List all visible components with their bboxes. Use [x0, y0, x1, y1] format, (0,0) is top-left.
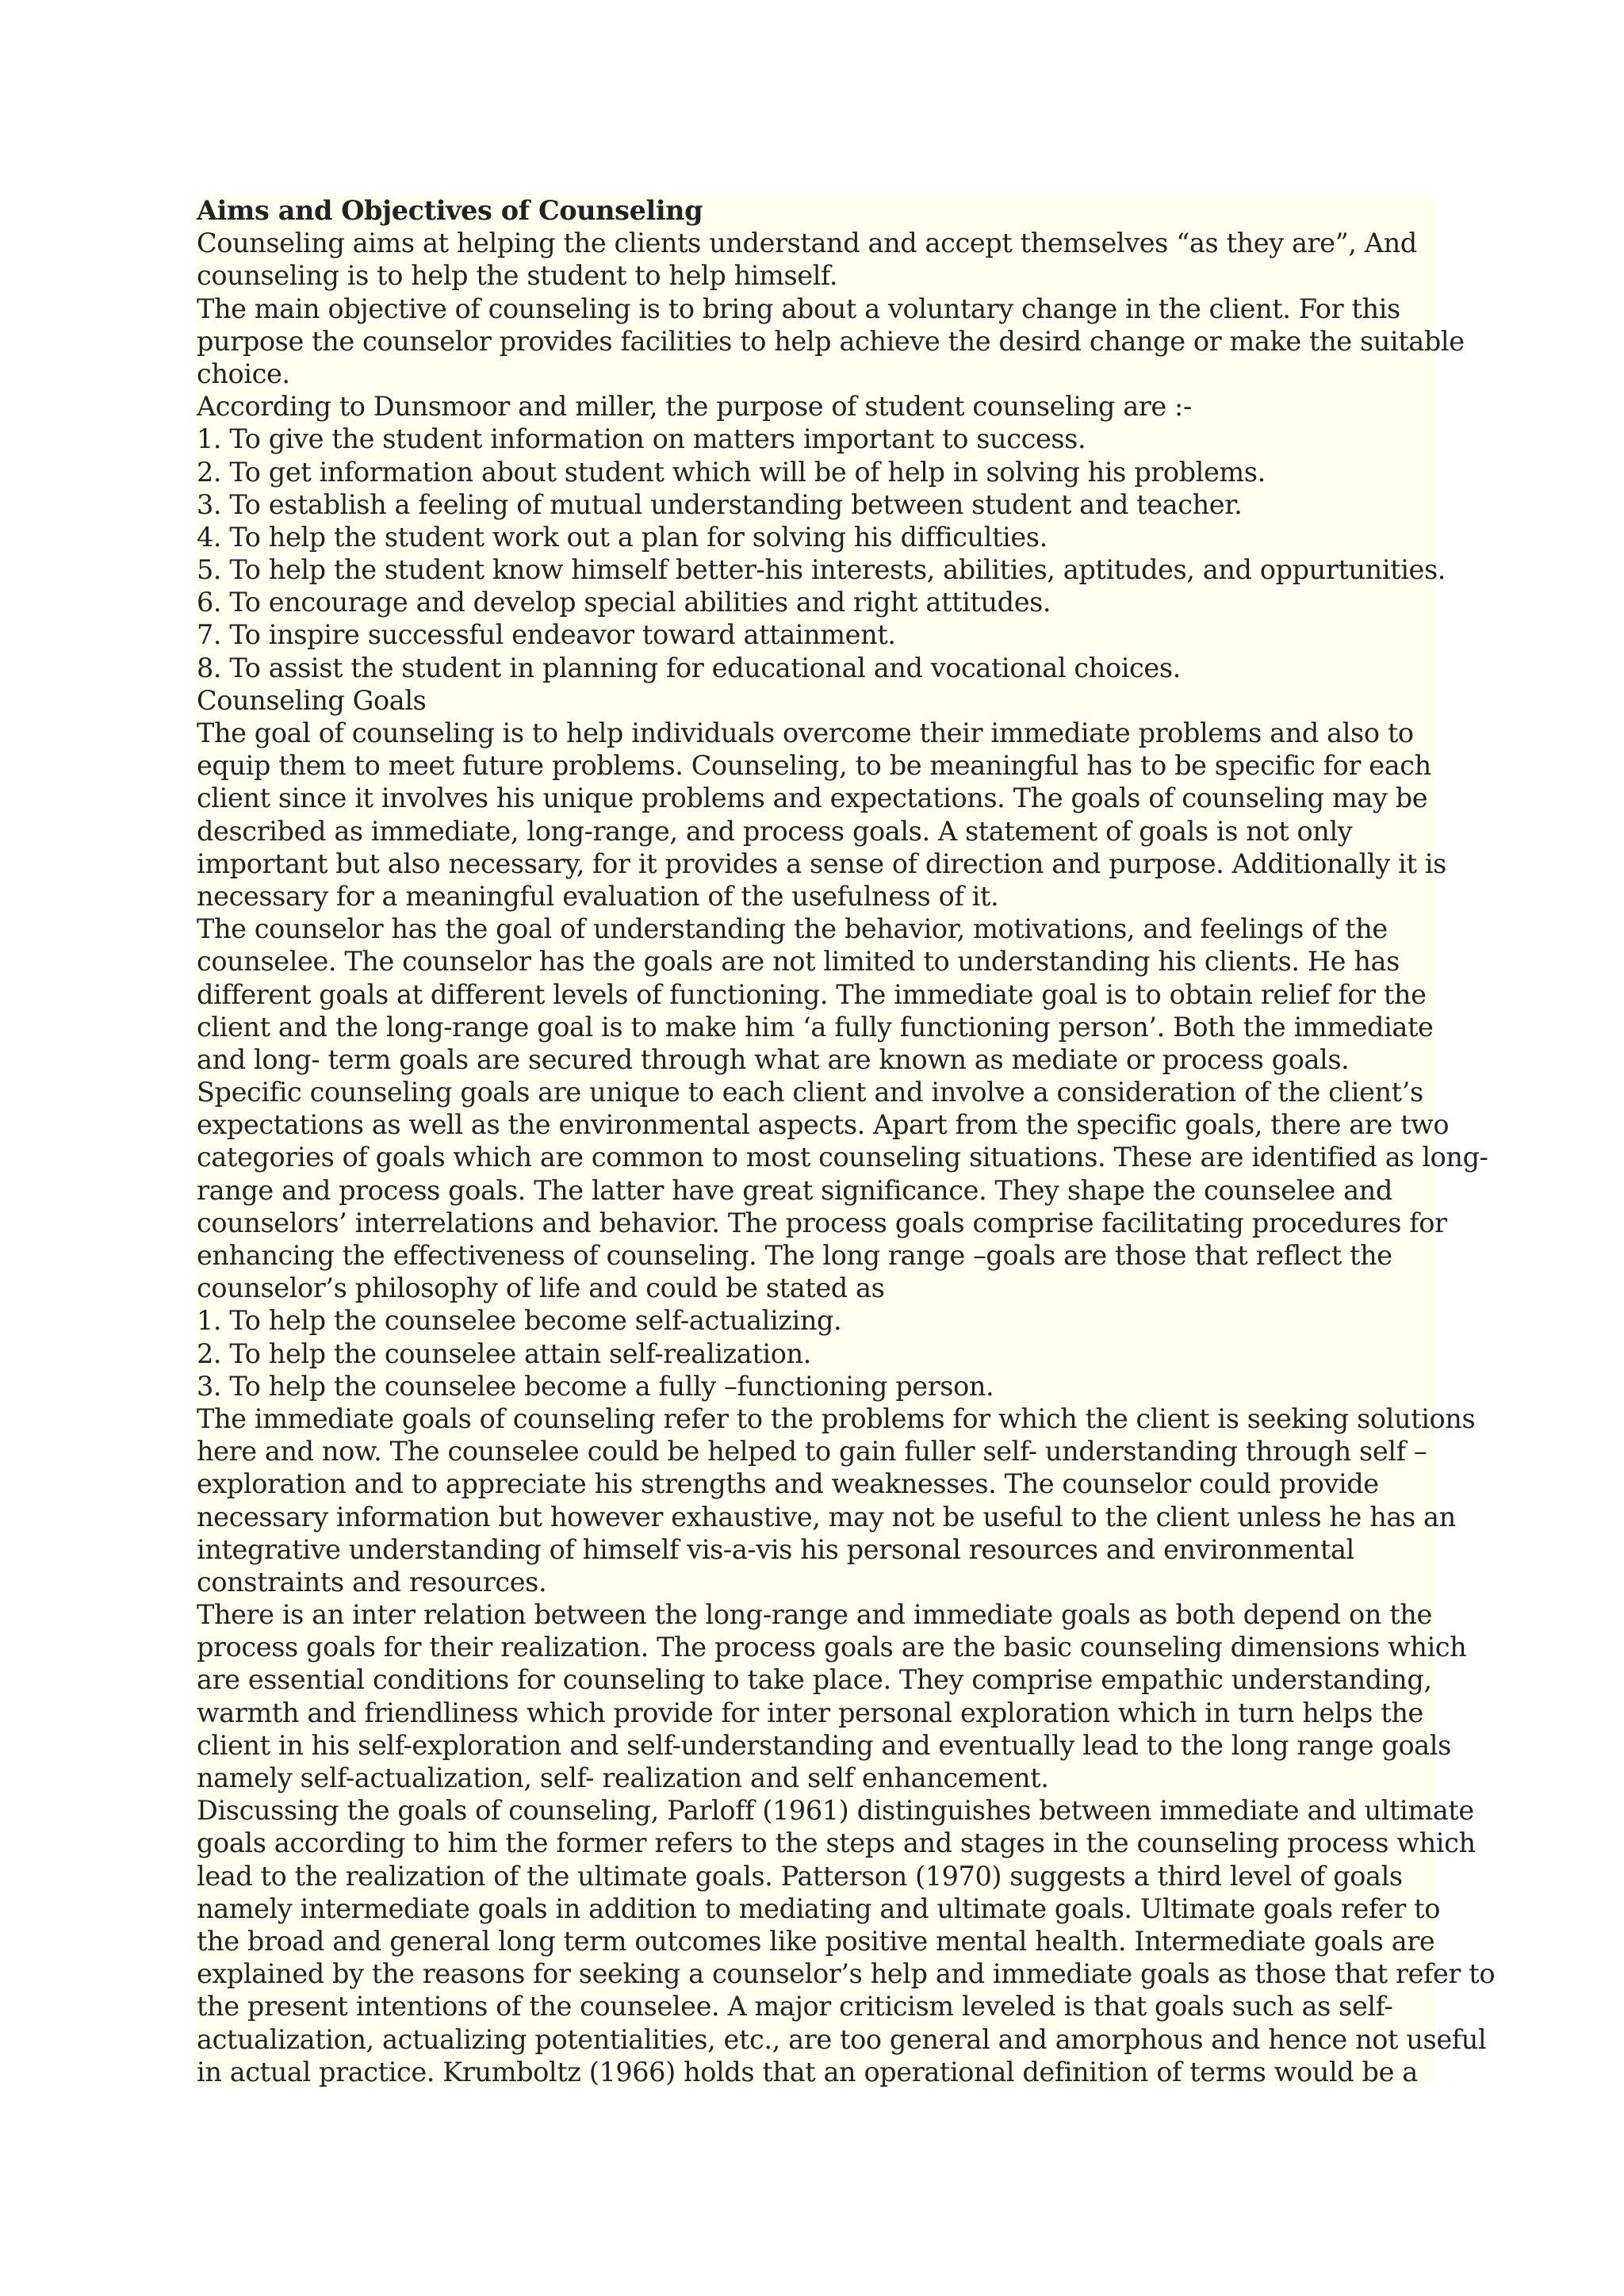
list-item: 3. To establish a feeling of mutual understanding between student and teacher. — [197, 488, 1243, 520]
text-line: counselors’ interrelations and behavior. The process goals comprise facilitating procedures for — [197, 1207, 1447, 1238]
text-line: namely intermediate goals in addition to mediating and ultimate goals. Ultimate goals refer to — [197, 1892, 1441, 1924]
text-line: The counselor has the goal of understanding the behavior, motivations, and feelings of the — [197, 913, 1388, 945]
text-line: necessary information but however exhaustive, may not be useful to the client unless he has an — [197, 1501, 1456, 1533]
text-line: explained by the reasons for seeking a counselor’s help and immediate goals as those that refer to — [197, 1958, 1496, 1990]
text-line — [197, 2088, 1435, 2121]
document-heading: Aims and Objectives of Counseling — [197, 195, 703, 226]
text-line: enhancing the effectiveness of counseling. The long range –goals are those that reflect the — [197, 1240, 1392, 1271]
text-line: The goal of counseling is to help individuals overcome their immediate problems and also to — [197, 718, 1414, 748]
list-item: 8. To assist the student in planning for educational and vocational choices. — [197, 652, 1181, 683]
text-line: There is an inter relation between the long-range and immediate goals as both depend on the — [197, 1599, 1432, 1631]
text-line: namely self-actualization, self- realization and self enhancement. — [197, 1762, 1049, 1793]
list-item: 5. To help the student know himself better-his interests, abilities, aptitudes, and oppurtunities. — [197, 554, 1446, 586]
list-item: 1. To give the student information on matters important to success. — [197, 423, 1086, 455]
list-item: 1. To help the counselee become self-actualizing. — [197, 1305, 842, 1337]
text-line: The immediate goals of counseling refer to the problems for which the client is seeking solutions — [197, 1402, 1476, 1434]
text-line: lead to the realization of the ultimate goals. Patterson (1970) suggests a third level of goals — [197, 1860, 1403, 1892]
text-line: client and the long-range goal is to make him ‘a fully functioning person’. Both the immediate — [197, 1011, 1434, 1043]
text-line: the present intentions of the counselee. A major criticism leveled is that goals such as self- — [197, 1991, 1393, 2022]
text-line: are essential conditions for counseling to take place. They comprise empathic understanding, — [197, 1664, 1432, 1696]
text-line: The main objective of counseling is to bring about a voluntary change in the client. For this — [197, 293, 1400, 324]
text-line: and long- term goals are secured through what are known as mediate or process goals. — [197, 1043, 1350, 1075]
text-line: equip them to meet future problems. Counseling, to be meaningful has to be specific for each — [197, 750, 1431, 782]
text-line: different goals at different levels of functioning. The immediate goal is to obtain relief for the — [197, 978, 1427, 1010]
text-line: exploration and to appreciate his strengths and weaknesses. The counselor could provide — [197, 1468, 1379, 1500]
text-line: the broad and general long term outcomes like positive mental health. Intermediate goals are — [197, 1925, 1435, 1957]
text-line: here and now. The counselee could be helped to gain fuller self- understanding through self – — [197, 1436, 1427, 1468]
text-line: client since it involves his unique problems and expectations. The goals of counseling may be — [197, 783, 1428, 814]
text-line: choice. — [197, 358, 290, 389]
list-item: 6. To encourage and develop special abilities and right attitudes. — [197, 587, 1051, 618]
text-line: According to Dunsmoor and miller, the purpose of student counseling are :- — [197, 391, 1192, 423]
text-line: range and process goals. The latter have great significance. They shape the counselee and — [197, 1174, 1392, 1206]
section-heading: Counseling Goals — [197, 684, 427, 716]
list-item: 4. To help the student work out a plan for solving his difficulties. — [197, 521, 1048, 553]
text-line: Specific counseling goals are unique to each client and involve a consideration of the client’s — [197, 1077, 1423, 1108]
text-line: warmth and friendliness which provide for inter personal exploration which in turn helps the — [197, 1697, 1423, 1728]
text-line: counselee. The counselor has the goals are not limited to understanding his clients. He has — [197, 946, 1400, 978]
text-line: necessary for a meaningful evaluation of the usefulness of it. — [197, 880, 999, 912]
text-line: purpose the counselor provides facilities to help achieve the desird change or make the suitable — [197, 325, 1465, 357]
list-item: 2. To help the counselee attain self-realization. — [197, 1337, 811, 1369]
list-item: 3. To help the counselee become a fully –functioning person. — [197, 1370, 994, 1402]
text-line: categories of goals which are common to most counseling situations. These are identified as long- — [197, 1142, 1488, 1173]
list-item: 7. To inspire successful endeavor toward attainment. — [197, 619, 896, 651]
document-text-block — [195, 194, 1496, 2087]
text-line: goals according to him the former refers to the steps and stages in the counseling process which — [197, 1827, 1476, 1859]
text-line: process goals for their realization. The process goals are the basic counseling dimensions which — [197, 1632, 1467, 1663]
text-line: constraints and resources. — [197, 1566, 547, 1598]
text-line: integrative understanding of himself vis-a-vis his personal resources and environmental — [197, 1533, 1354, 1565]
list-item: 2. To get information about student which will be of help in solving his problems. — [197, 456, 1266, 488]
text-line: Counseling aims at helping the clients understand and accept themselves “as they are”, And — [197, 228, 1417, 259]
text-line: important but also necessary, for it provides a sense of direction and purpose. Additionally it is — [197, 848, 1446, 879]
text-line: Discussing the goals of counseling, Parloff (1961) distinguishes between immediate and ultimate — [197, 1795, 1474, 1827]
text-line: actualization, actualizing potentialities, etc., are too general and amorphous and hence not useful — [197, 2023, 1487, 2055]
text-line: expectations as well as the environmental aspects. Apart from the specific goals, there are two — [197, 1109, 1450, 1141]
text-line: client in his self-exploration and self-understanding and eventually lead to the long range goals — [197, 1729, 1451, 1761]
text-line: counselor’s philosophy of life and could be stated as — [197, 1272, 885, 1304]
text-line: in actual practice. Krumboltz (1966) holds that an operational definition of terms would be a — [197, 2056, 1418, 2087]
text-line: described as immediate, long-range, and process goals. A statement of goals is not only — [197, 815, 1353, 847]
text-line: counseling is to help the student to help himself. — [197, 260, 838, 292]
